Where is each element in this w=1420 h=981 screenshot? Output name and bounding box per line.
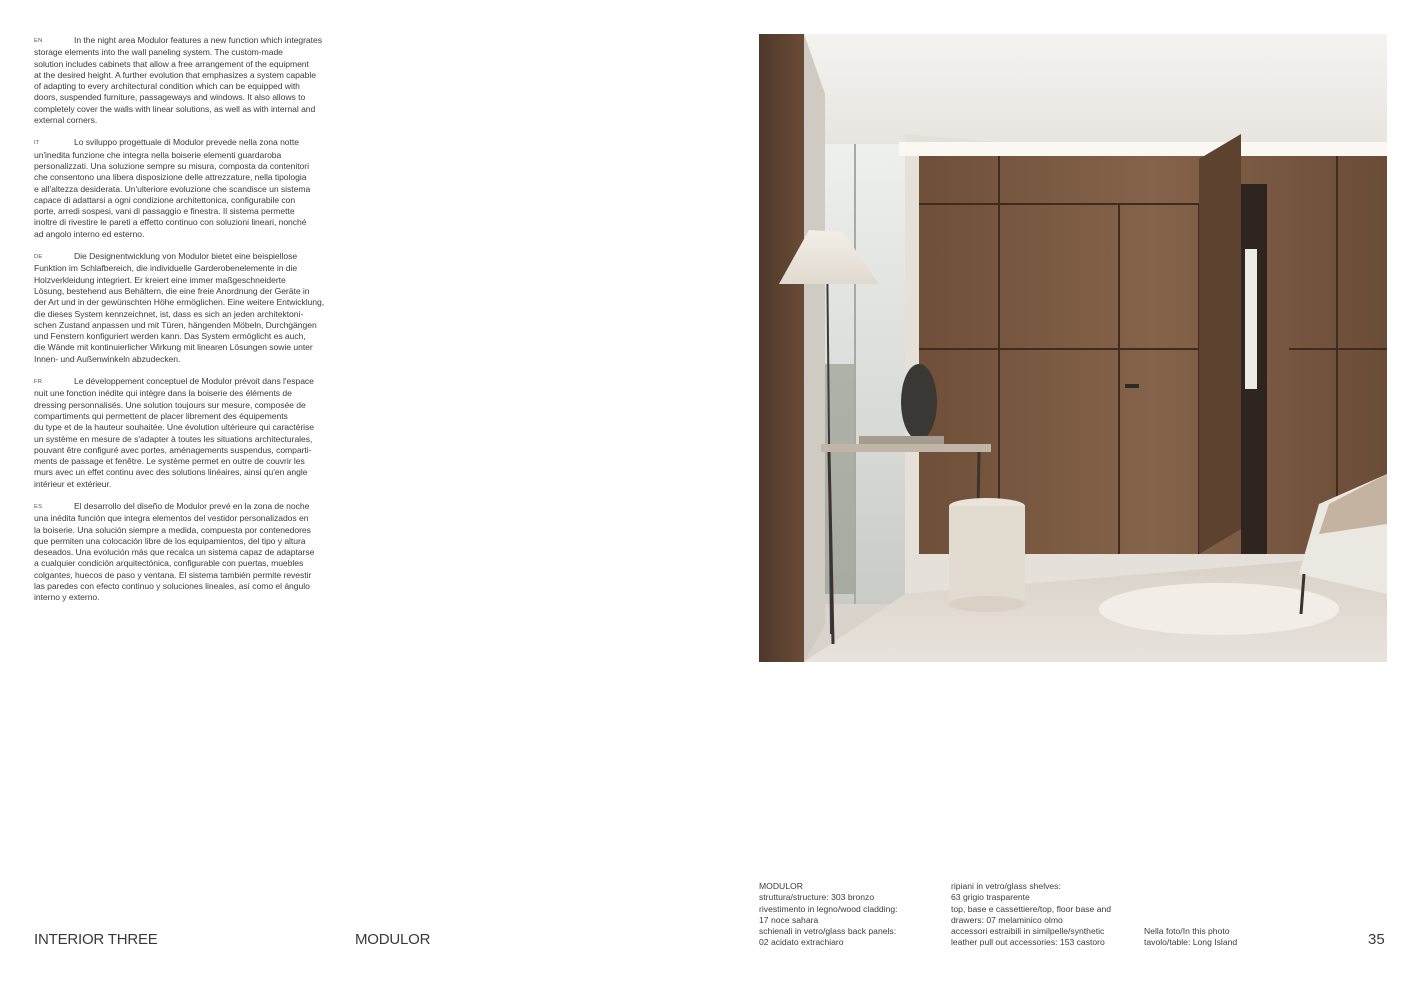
lang-code-it: IT bbox=[34, 140, 40, 147]
lang-code-fr: FR bbox=[34, 379, 43, 386]
page-number: 35 bbox=[1368, 931, 1385, 948]
spec-line: 17 noce sahara bbox=[759, 914, 819, 925]
paragraph-it: IT Lo sviluppo progettuale di Modulor prevede nella zona notte un'inedita funzione che integra nella boiserie elementi guardaroba personalizzati. Una soluzione sempre su misura, composta da contenitori che consentono una libera disposizione delle attrezzature, nella tipologia e all'altezza desiderata. Un'ulteriore evoluzione che scandisce un sistema capace di adattarsi a ogni condizione architettonica, configurabile con porte, arredi sospesi, vani di passaggio e finestra. Il sistema permette inoltre di rivestire le pareti a effetto continuo con soluzioni lineari, nonché ad angolo interno ed esterno. bbox=[34, 137, 311, 239]
interior-photo bbox=[759, 34, 1387, 662]
spec-line: Nella foto/In this photo bbox=[1144, 926, 1230, 936]
paragraph-fr: FR Le développement conceptuel de Modulor prévoit dans l'espace nuit une fonction inédite qui intègre dans la boiserie des éléments de dressing personnalisés. Une solution toujours sur mesure, composée de compartiments qui permettent de placer librement des équipements du type et de la hauteur souhaitée. Une évolution ultérieure qui caractérise un système en mesure de s'adapter à toutes les situations architecturales, pouvant être configuré avec portes, aménagements suspendus, comparti- ments de passage et fenêtre. Le système permet en outre de couvrir les murs avec un effet continu avec des solutions linéaires, ainsi qu'en angle intérieur et extérieur. bbox=[34, 376, 314, 489]
bedroom-wardrobe-illustration bbox=[759, 34, 1387, 662]
spec-column-2 bbox=[951, 881, 1111, 949]
spec-line: ripiani in vetro/glass shelves: bbox=[951, 881, 1061, 891]
spec-line: accessori estraibili in similpelle/synthetic bbox=[951, 926, 1105, 937]
spec-line: schienali in vetro/glass back panels: bbox=[759, 926, 897, 937]
spec-line: rivestimento in legno/wood cladding: bbox=[759, 903, 898, 914]
lang-code-es: ES bbox=[34, 503, 43, 510]
lang-code-en: EN bbox=[34, 38, 43, 44]
spec-line: MODULOR bbox=[759, 881, 803, 891]
paragraph-de: DE Die Designentwicklung von Modulor bietet eine beispiellose Funktion im Schlafbereich, die individuelle Garderobenelemente in die Holzverkleidung integriert. Er kreiert eine immer maßgeschneiderte Lösung, bestehend aus Behältern, die eine freie Anordnung der Geräte in der Art und in der gewünschten Höhe ermöglichen. Eine weitere Entwicklung, die dieses System kennzeichnet, ist, dass es sich an jeden architektoni- schen Zustand anpassen und mit Türen, hängenden Möbeln, Durchgängen und Fenstern konfiguriert werden kann. Das System ermöglicht es auch, die Wände mit kontinuierlicher Wirkung mit linearen Lösungen sowie unter Innen- und Außenwinkeln abzudecken. bbox=[34, 251, 325, 364]
spec-column-1 bbox=[759, 881, 898, 949]
paragraph-es: ES El desarrollo del diseño de Modulor prevé en la zona de noche una inédita función que integra elementos del vestidor personalizados en la boiserie. Una solución siempre a medida, compuesta por contenedores que permiten una colocación libre de los equipamientos, del tipo y altura deseados. Una evolución más que recalca un sistema capaz de adaptarse a cualquier condición arquitectónica, configurable con puertas, muebles colgantes, huecos de paso y ventana. El sistema también permite revestir las paredes con efecto continuo y soluciones lineales, así como el ángulo interno y externo. bbox=[34, 500, 315, 603]
spec-line: leather pull out accessories: 153 castoro bbox=[951, 937, 1105, 948]
section-title: INTERIOR THREE bbox=[34, 931, 158, 948]
paragraph-en: EN In the night area Modulor features a new function which integrates storage elements into the wall paneling system. The custom-made solution includes cabinets that allow a free arrangement of the equipment at the desired height. A further evolution that emphasizes a system capable of adapting to every architectural condition which can be equipped with doors, suspended furniture, passageways and windows. It also allows to completely cover the walls with linear solutions, as well as with internal and external corners. bbox=[34, 35, 322, 126]
lang-code-de: DE bbox=[34, 254, 43, 261]
photo-caption bbox=[1144, 926, 1237, 949]
spec-line: 02 acidato extrachiaro bbox=[759, 937, 844, 948]
multilingual-description bbox=[34, 35, 342, 615]
spec-line: top, base e cassettiere/top, floor base and bbox=[951, 903, 1112, 914]
product-name: MODULOR bbox=[355, 931, 431, 948]
spec-line: drawers: 07 melaminico olmo bbox=[951, 914, 1063, 925]
spec-line: 63 grigio trasparente bbox=[951, 892, 1030, 903]
spec-line: tavolo/table: Long Island bbox=[1144, 937, 1238, 948]
spec-line: struttura/structure: 303 bronzo bbox=[759, 892, 875, 903]
